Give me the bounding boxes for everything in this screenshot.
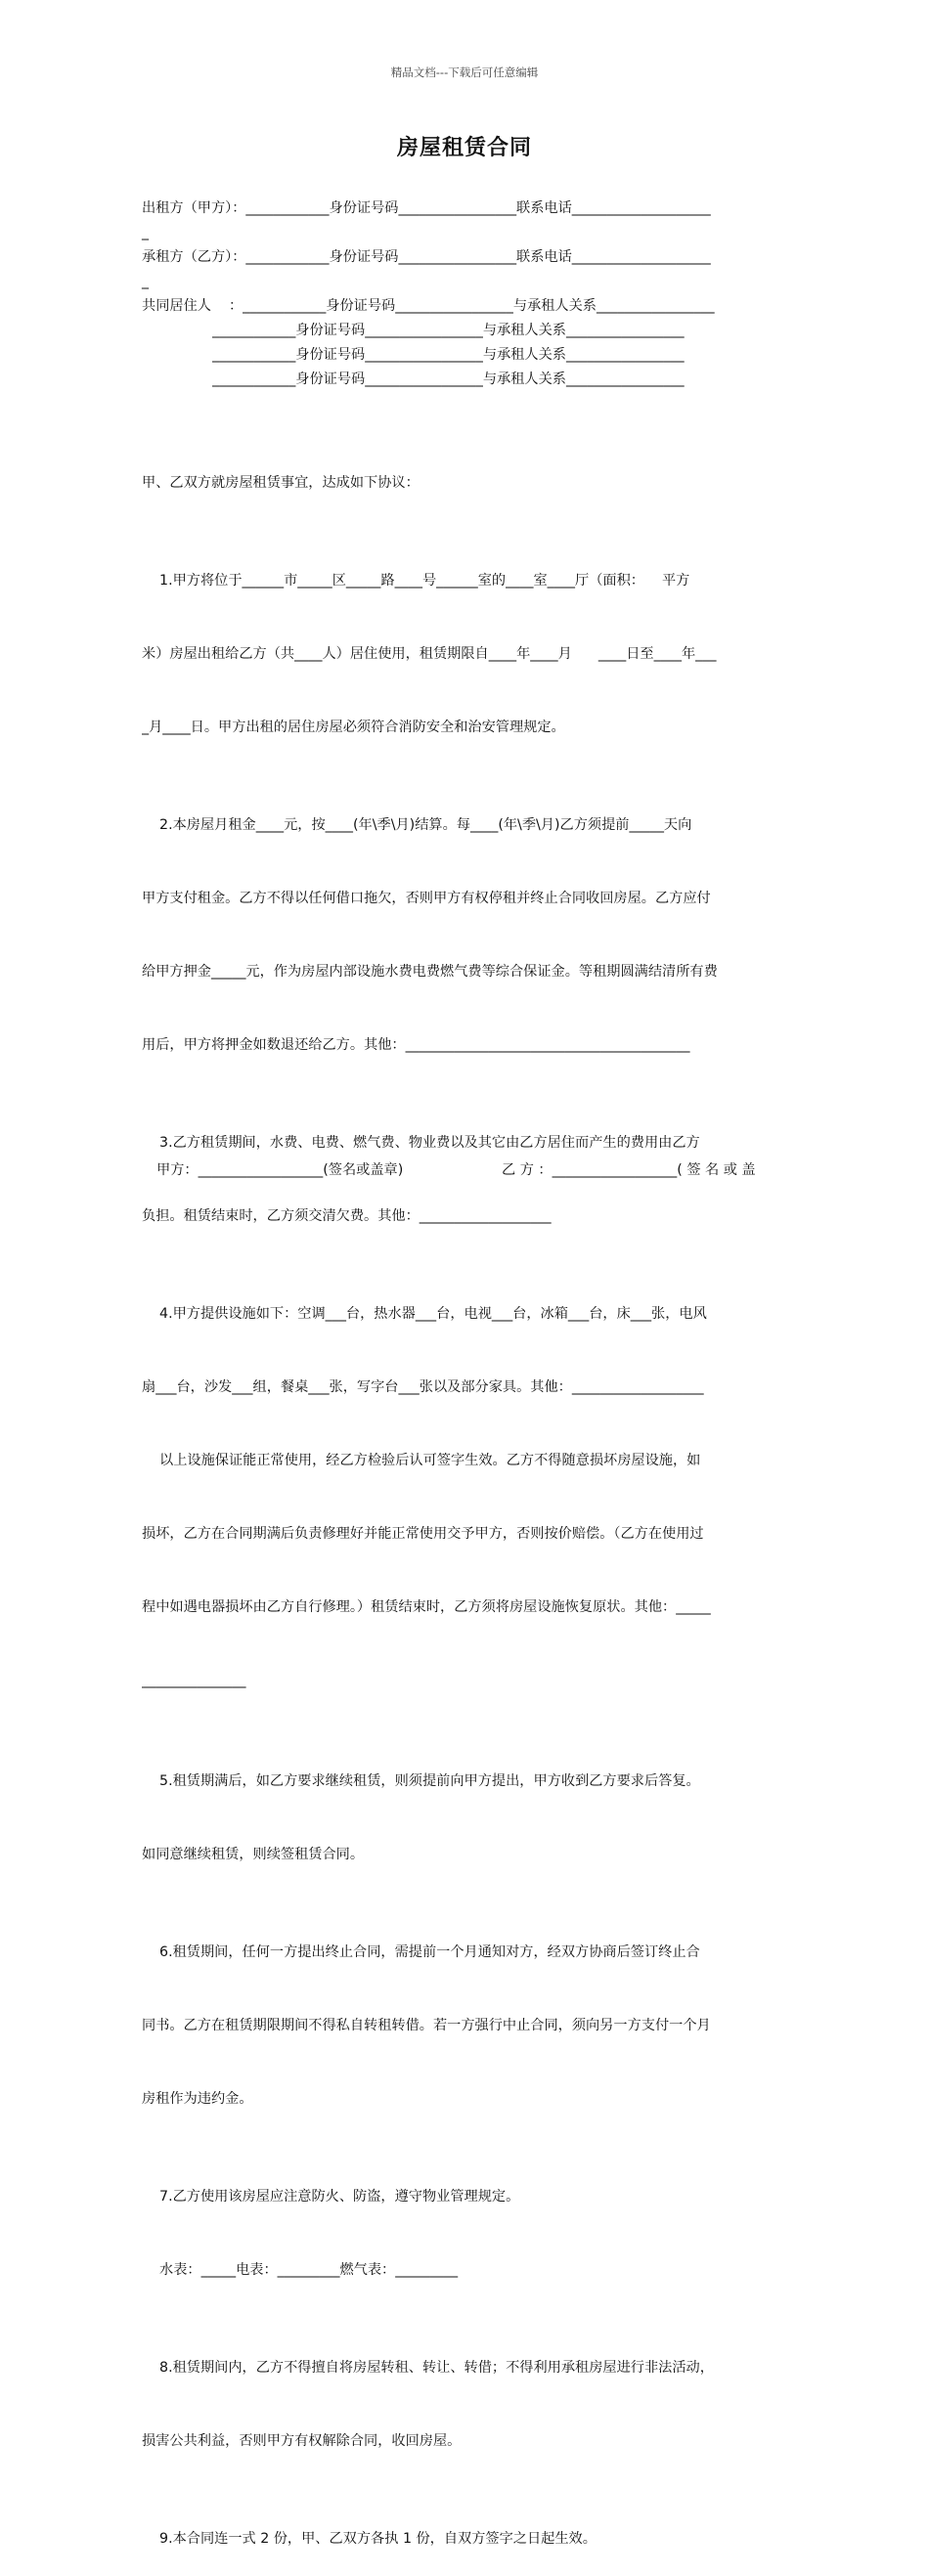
- clause-8-line: 8.租赁期间内，乙方不得擅自将房屋转租、转让、转借；不得利用承租房屋进行非法活动，: [142, 2360, 714, 2376]
- lessee-line: 承租方（乙方）：____________身份证号码_________________联系电话____________________: [142, 249, 711, 265]
- signature-party-b: 乙 方 ：__________________( 签 名 或 盖: [502, 1162, 756, 1178]
- clause-6-line: 房租作为违约金。: [142, 2091, 253, 2107]
- header-note: 精品文档---下载后可任意编辑: [390, 65, 539, 79]
- coresident-line-1: 共同居住人 ：____________身份证号码_________________与承租人关系_________________: [142, 298, 715, 314]
- clause-1-line: 米）房屋出租给乙方（共____人）居住使用，租赁期限自____年____月 ____日至____年___: [142, 646, 717, 662]
- coresident-line-4: ____________身份证号码_________________与承租人关系_________________: [142, 371, 685, 387]
- clause-1-line: 1.甲方将位于______市_____区_____路____号______室的____室____厅（面积： 平方: [142, 573, 690, 589]
- clause-7-line: 7.乙方使用该房屋应注意防火、防盗，遵守物业管理规定。: [142, 2189, 520, 2205]
- lessor-line: 出租方（甲方）：____________身份证号码_________________联系电话____________________: [142, 200, 711, 216]
- clause-5-line: 如同意继续租赁，则续签租赁合同。: [142, 1847, 365, 1862]
- clause-1-line: _月____日。甲方出租的居住房屋必须符合消防安全和治安管理规定。: [142, 720, 565, 735]
- clause-2-line: 给甲方押金_____元，作为房屋内部设施水费电费燃气费等综合保证金。等租期圆满结清所有费: [142, 964, 718, 980]
- clause-3-line: 负担。租赁结束时，乙方须交清欠费。其他：___________________: [142, 1208, 552, 1224]
- clause-4-line: 以上设施保证能正常使用，经乙方检验后认可签字生效。乙方不得随意损坏房屋设施，如: [142, 1453, 701, 1468]
- signature-party-a: 甲方：__________________(签名或盖章): [156, 1162, 404, 1178]
- agreement-body: [142, 422, 795, 2576]
- contract-title: 房屋租赁合同: [396, 136, 532, 160]
- clause-5-line: 5.租赁期满后，如乙方要求继续租赁，则须提前向甲方提出，甲方收到乙方要求后答复。: [142, 1773, 700, 1789]
- clause-4-tail: _______________: [142, 1673, 246, 1688]
- coresident-line-3: ____________身份证号码_________________与承租人关系_________________: [142, 347, 685, 363]
- clause-4-line: 程中如遇电器损坏由乙方自行修理。）租赁结束时，乙方须将房屋设施恢复原状。其他：_____: [142, 1599, 711, 1615]
- clause-6-line: 6.租赁期间，任何一方提出终止合同，需提前一个月通知对方，经双方协商后签订终止合: [142, 1944, 700, 1960]
- clause-9-line: 9.本合同连一式 2 份，甲、乙双方各执 1 份，自双方签字之日起生效。: [142, 2531, 597, 2547]
- clause-4-line: 损坏，乙方在合同期满后负责修理好并能正常使用交予甲方，否则按价赔偿。（乙方在使用过: [142, 1526, 704, 1542]
- clause-3-line: 3.乙方租赁期间，水费、电费、燃气费、物业费以及其它由乙方居住而产生的费用由乙方: [142, 1135, 700, 1151]
- meter-readings-line: 水表：_____电表：_________燃气表：_________: [142, 2262, 459, 2278]
- clause-6-line: 同书。乙方在租赁期限期间不得私自转租转借。若一方强行中止合同，须向另一方支付一个月: [142, 2018, 711, 2033]
- clause-8-line: 损害公共利益，否则甲方有权解除合同，收回房屋。: [142, 2433, 462, 2449]
- clause-2-line: 甲方支付租金。乙方不得以任何借口拖欠，否则甲方有权停租并终止合同收回房屋。乙方应付: [142, 891, 711, 906]
- coresident-line-2: ____________身份证号码_________________与承租人关系_________________: [142, 323, 685, 338]
- clause-2-line: 2.本房屋月租金____元，按____(年\季\月)结算。每____(年\季\月)乙方须提前_____天向: [142, 817, 692, 833]
- lessee-line-tail: _: [142, 274, 149, 289]
- clause-2-line: 用后，甲方将押金如数退还给乙方。其他：_________________________________________: [142, 1037, 690, 1053]
- lessor-line-tail: _: [142, 225, 149, 240]
- clause-4-line: 扇___台，沙发___组，餐桌___张，写字台___张以及部分家具。其他：___________________: [142, 1379, 704, 1395]
- clause-4-line: 4.甲方提供设施如下：空调___台，热水器___台，电视___台，冰箱___台，床___张，电风: [142, 1306, 707, 1322]
- intro-line: 甲、乙双方就房屋租赁事宜，达成如下协议：: [142, 475, 420, 491]
